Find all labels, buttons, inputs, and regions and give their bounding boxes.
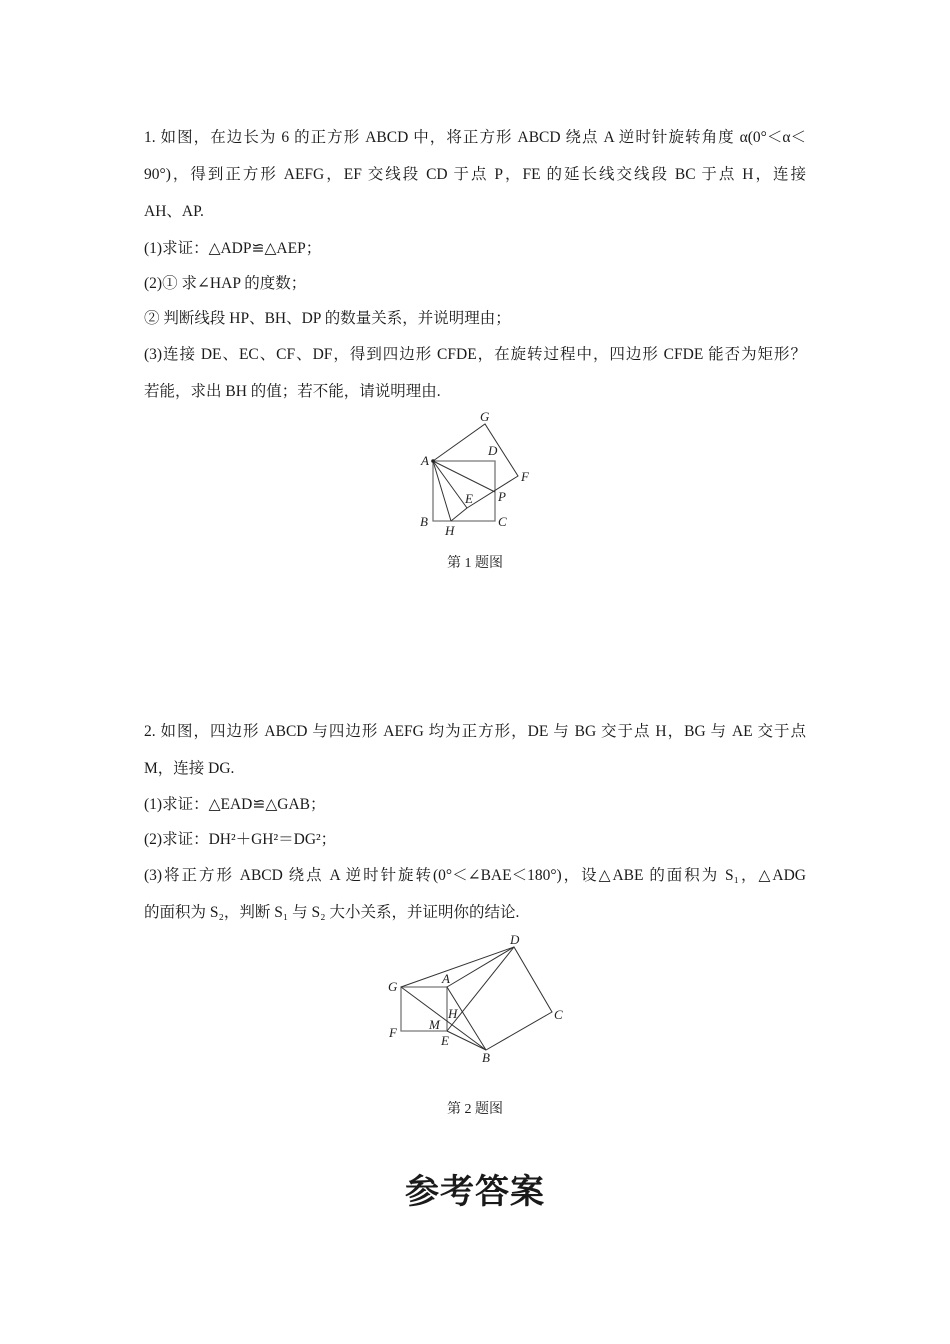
label-c: C bbox=[498, 514, 507, 529]
label-f-2: F bbox=[389, 1025, 397, 1040]
figure-2-caption: 第 2 题图 bbox=[447, 1102, 503, 1117]
segment-ap bbox=[433, 461, 495, 492]
label-f: F bbox=[521, 469, 529, 484]
label-d: D bbox=[488, 443, 498, 458]
problem-1-statement-line-2: 90°)，得到正方形 AEFG，EF 交线段 CD 于点 P，FE 的延长线交线段 BC 于点 H，连接 bbox=[144, 166, 806, 183]
square-aefg-2 bbox=[401, 987, 447, 1031]
label-e-2: E bbox=[441, 1033, 449, 1048]
label-b-2: B bbox=[482, 1050, 490, 1065]
problem-2-part-1: (1)求证：△EAD≌△GAB； bbox=[144, 796, 326, 813]
problem-1-part-3-line-2: 若能，求出 BH 的值；若不能，请说明理由. bbox=[144, 383, 441, 400]
square-abcd-2 bbox=[447, 947, 552, 1050]
point-a-dot bbox=[431, 459, 435, 463]
problem-1-part-2-1: (2)① 求∠HAP 的度数； bbox=[144, 275, 307, 292]
label-g: G bbox=[480, 409, 490, 424]
problem-1-part-3-line-1: (3)连接 DE、EC、CF、DF，得到四边形 CFDE，在旋转过程中，四边形 CFDE 能否为矩形？ bbox=[144, 346, 806, 363]
segment-eh bbox=[451, 508, 467, 521]
answer-heading: 参考答案 bbox=[405, 1172, 545, 1212]
label-h-2: H bbox=[448, 1006, 458, 1021]
label-b: B bbox=[420, 514, 428, 529]
problem-2-part-2: (2)求证：DH²＋GH²＝DG²； bbox=[144, 831, 337, 848]
problem-2-statement-line-1: 2. 如图，四边形 ABCD 与四边形 AEFG 均为正方形，DE 与 BG 交于点 H，BG 与 AE 交于点 bbox=[144, 723, 806, 740]
label-g-2: G bbox=[388, 979, 398, 994]
problem-1-part-1: (1)求证：△ADP≌△AEP； bbox=[144, 240, 322, 257]
label-h: H bbox=[445, 523, 455, 538]
figure-2-diagram bbox=[388, 932, 563, 1065]
label-m-2: M bbox=[429, 1017, 440, 1032]
label-p: P bbox=[498, 489, 506, 504]
label-d-2: D bbox=[510, 932, 520, 947]
problem-1-statement-line-1: 1. 如图，在边长为 6 的正方形 ABCD 中，将正方形 ABCD 绕点 A 逆时针旋转角度 α(0°＜α＜ bbox=[144, 129, 806, 146]
problem-2-statement-line-2: M，连接 DG. bbox=[144, 760, 235, 777]
label-c-2: C bbox=[554, 1007, 563, 1022]
figure-1-caption: 第 1 题图 bbox=[447, 556, 503, 571]
problem-1-part-2-2: ② 判断线段 HP、BH、DP 的数量关系，并说明理由； bbox=[144, 310, 511, 327]
problem-1-statement-line-3: AH、AP. bbox=[144, 203, 204, 220]
label-a: A bbox=[421, 453, 429, 468]
problem-2-part-3-line-1: (3)将正方形 ABCD 绕点 A 逆时针旋转(0°＜∠BAE＜180°)，设△ABE 的面积为 S₁，△ADG bbox=[144, 867, 806, 884]
segment-ah bbox=[433, 461, 451, 521]
label-e: E bbox=[465, 491, 473, 506]
problem-2-part-3-line-2: 的面积为 S₂，判断 S₁ 与 S₂ 大小关系，并证明你的结论. bbox=[144, 904, 520, 921]
label-a-2: A bbox=[442, 971, 450, 986]
